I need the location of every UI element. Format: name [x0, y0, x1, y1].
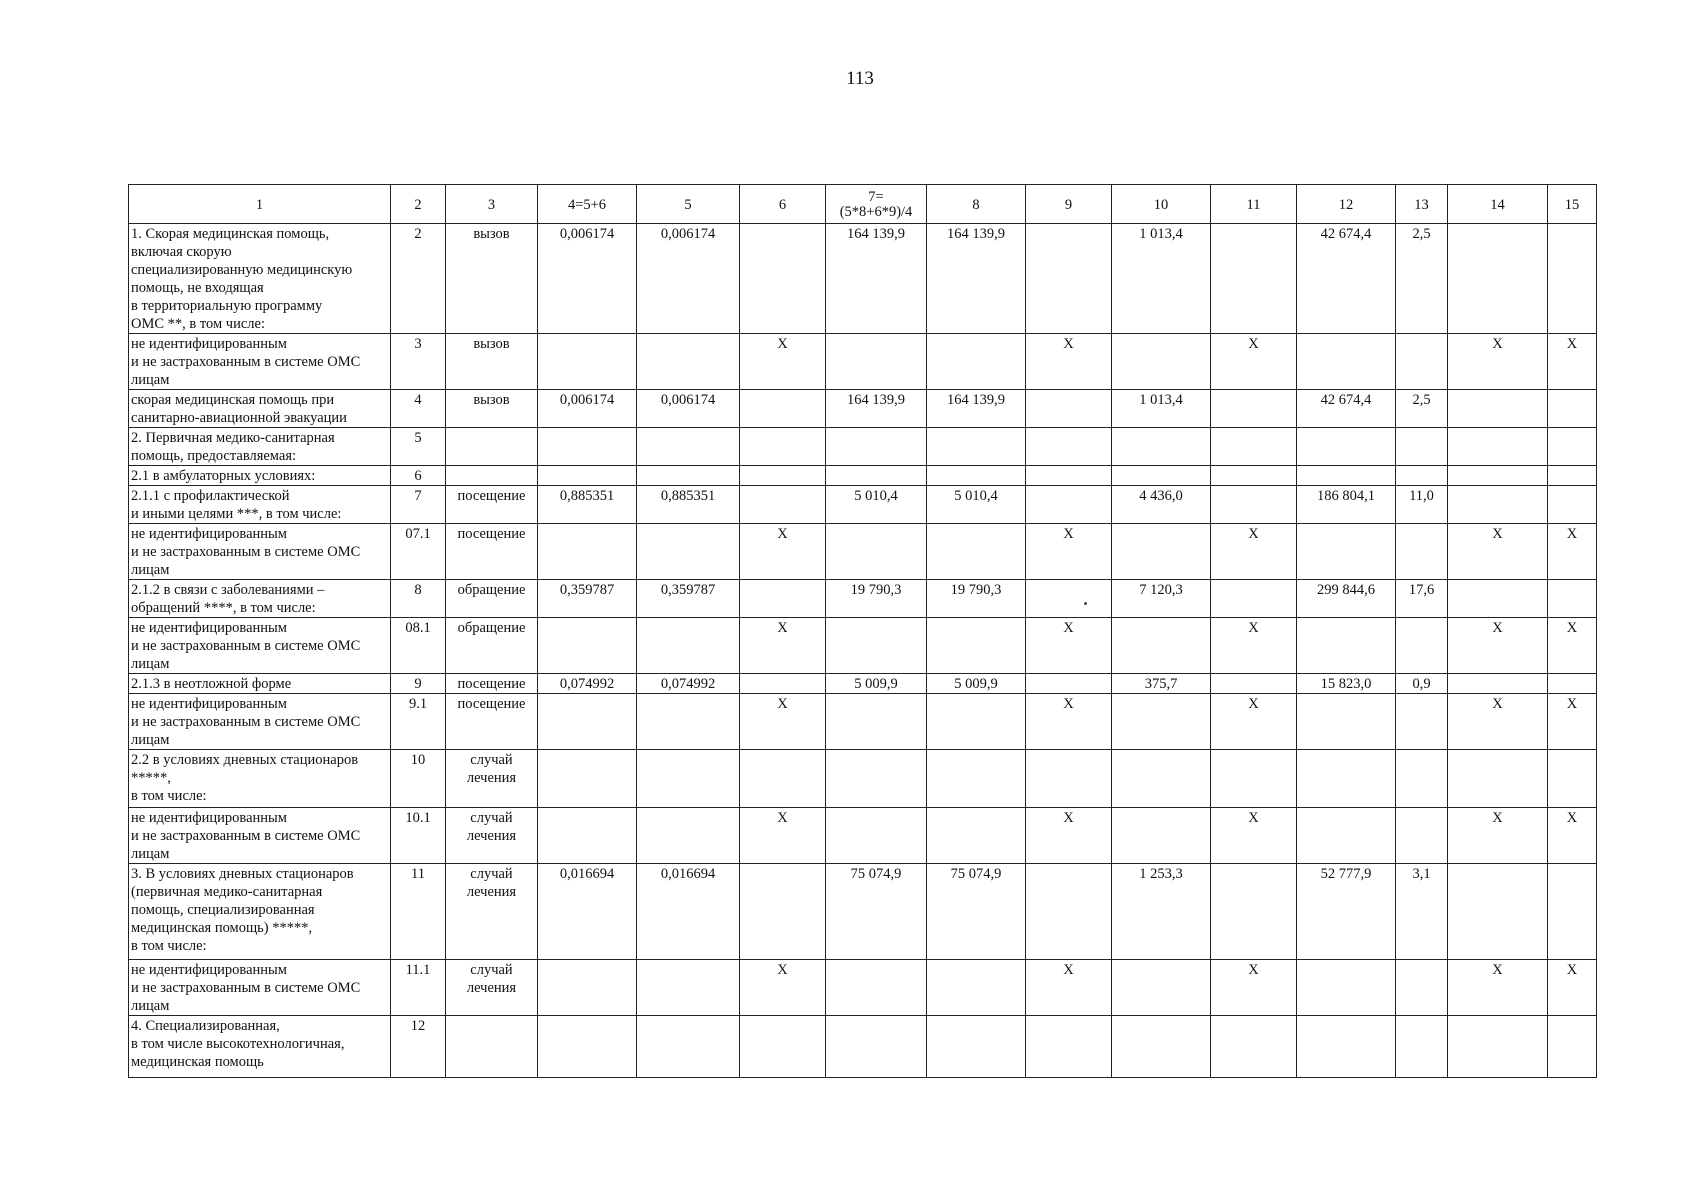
table-cell: Х [1548, 334, 1597, 390]
table-cell [826, 524, 927, 580]
table-cell [538, 750, 637, 808]
table-cell: 0,006174 [538, 390, 637, 428]
table-cell [1448, 864, 1548, 960]
table-cell [740, 486, 826, 524]
table-cell [1548, 428, 1597, 466]
table-cell: Х [1548, 808, 1597, 864]
table-cell: 2,5 [1396, 390, 1448, 428]
table-cell [637, 428, 740, 466]
table-cell [637, 1016, 740, 1078]
table-cell: 164 139,9 [826, 390, 927, 428]
table-cell [1026, 486, 1112, 524]
table-cell: 19 790,3 [826, 580, 927, 618]
row-code: 9.1 [391, 694, 446, 750]
table-cell: 7 120,3 [1112, 580, 1211, 618]
row-description: 4. Специализированная, в том числе высокотехнологичная, медицинская помощь [129, 1016, 391, 1078]
row-code: 10.1 [391, 808, 446, 864]
data-table [128, 184, 1597, 1078]
table-cell [1026, 864, 1112, 960]
table-cell: 75 074,9 [826, 864, 927, 960]
table-cell [1297, 750, 1396, 808]
table-cell [538, 808, 637, 864]
table-row [129, 580, 1597, 618]
table-cell [1448, 674, 1548, 694]
table-row [129, 1016, 1597, 1078]
column-header-12: 12 [1297, 185, 1396, 224]
table-cell: 19 790,3 [927, 580, 1026, 618]
table-cell: 0,359787 [538, 580, 637, 618]
table-header-row [129, 185, 1597, 224]
table-cell [1211, 580, 1297, 618]
column-header-8: 8 [927, 185, 1026, 224]
row-unit: обращение [446, 580, 538, 618]
table-cell: Х [740, 334, 826, 390]
table-cell [927, 334, 1026, 390]
table-cell [740, 224, 826, 334]
row-unit: случай лечения [446, 750, 538, 808]
table-cell [740, 674, 826, 694]
table-cell [1026, 466, 1112, 486]
table-cell: Х [1448, 808, 1548, 864]
table-cell: Х [1211, 694, 1297, 750]
table-cell: 1 013,4 [1112, 390, 1211, 428]
row-description: не идентифицированным и не застрахованным в системе ОМС лицам [129, 808, 391, 864]
table-cell: 52 777,9 [1297, 864, 1396, 960]
table-cell [1112, 334, 1211, 390]
table-cell [826, 694, 927, 750]
table-cell [637, 808, 740, 864]
table-cell [1297, 960, 1396, 1016]
row-code: 5 [391, 428, 446, 466]
table-cell [1026, 674, 1112, 694]
table-cell [637, 466, 740, 486]
table-cell: 0,359787 [637, 580, 740, 618]
row-code: 12 [391, 1016, 446, 1078]
table-cell [927, 428, 1026, 466]
table-cell [1448, 466, 1548, 486]
table-cell [538, 524, 637, 580]
table-cell: 164 139,9 [927, 224, 1026, 334]
row-description: не идентифицированным и не застрахованным в системе ОМС лицам [129, 524, 391, 580]
table-cell: 5 009,9 [927, 674, 1026, 694]
table-cell [1396, 808, 1448, 864]
row-unit: случай лечения [446, 808, 538, 864]
table-cell [1448, 224, 1548, 334]
table-cell: Х [740, 808, 826, 864]
table-cell: 375,7 [1112, 674, 1211, 694]
table-row [129, 618, 1597, 674]
table-cell [1112, 808, 1211, 864]
table-cell: Х [1026, 808, 1112, 864]
row-code: 11 [391, 864, 446, 960]
table-cell: 42 674,4 [1297, 224, 1396, 334]
row-unit: обращение [446, 618, 538, 674]
table-cell: Х [1211, 618, 1297, 674]
table-cell [1297, 808, 1396, 864]
table-cell [538, 428, 637, 466]
table-cell [1211, 674, 1297, 694]
table-row [129, 224, 1597, 334]
table-cell [927, 750, 1026, 808]
table-cell [637, 694, 740, 750]
table-cell [1297, 334, 1396, 390]
table-row [129, 750, 1597, 808]
table-cell: 75 074,9 [927, 864, 1026, 960]
table-cell [1396, 524, 1448, 580]
table-cell: 5 009,9 [826, 674, 927, 694]
table-cell [740, 466, 826, 486]
table-cell [1448, 486, 1548, 524]
table-cell: 0,006174 [637, 224, 740, 334]
table-cell: Х [1026, 618, 1112, 674]
table-cell [538, 694, 637, 750]
row-unit: посещение [446, 694, 538, 750]
row-unit: случай лечения [446, 960, 538, 1016]
column-header-15: 15 [1548, 185, 1597, 224]
table-cell: 299 844,6 [1297, 580, 1396, 618]
table-cell: Х [1026, 960, 1112, 1016]
table-cell: Х [1026, 334, 1112, 390]
table-cell [538, 334, 637, 390]
row-code: 08.1 [391, 618, 446, 674]
table-cell: Х [740, 960, 826, 1016]
table-cell [826, 808, 927, 864]
table-cell [1112, 618, 1211, 674]
table-cell [1297, 466, 1396, 486]
column-header-7: 7= (5*8+6*9)/4 [826, 185, 927, 224]
table-row [129, 524, 1597, 580]
table-cell: Х [1211, 808, 1297, 864]
table-cell [1112, 466, 1211, 486]
row-unit [446, 1016, 538, 1078]
table-cell: 42 674,4 [1297, 390, 1396, 428]
table-cell: 15 823,0 [1297, 674, 1396, 694]
row-unit: посещение [446, 486, 538, 524]
table-cell [1211, 864, 1297, 960]
row-code: 07.1 [391, 524, 446, 580]
table-cell [1297, 1016, 1396, 1078]
table-cell: Х [1448, 334, 1548, 390]
table-cell [927, 524, 1026, 580]
table-row [129, 390, 1597, 428]
row-description: 2.1 в амбулаторных условиях: [129, 466, 391, 486]
table-cell [637, 334, 740, 390]
table-cell [1026, 750, 1112, 808]
table-cell [1112, 750, 1211, 808]
table-cell [1396, 960, 1448, 1016]
row-unit: случай лечения [446, 864, 538, 960]
table-cell [1448, 580, 1548, 618]
table-cell: Х [1448, 960, 1548, 1016]
row-description: не идентифицированным и не застрахованным в системе ОМС лицам [129, 694, 391, 750]
table-cell: 0,074992 [538, 674, 637, 694]
row-description: скорая медицинская помощь при санитарно-авиационной эвакуации [129, 390, 391, 428]
table-cell [1297, 694, 1396, 750]
table-cell: 0,9 [1396, 674, 1448, 694]
table-cell: 0,016694 [538, 864, 637, 960]
table-cell [826, 960, 927, 1016]
table-cell: Х [740, 694, 826, 750]
table-cell [1211, 486, 1297, 524]
table-row [129, 466, 1597, 486]
table-cell: Х [1211, 334, 1297, 390]
table-cell [637, 618, 740, 674]
table-cell [538, 960, 637, 1016]
table-cell: 5 010,4 [927, 486, 1026, 524]
table-cell [1548, 486, 1597, 524]
table-cell [927, 808, 1026, 864]
table-cell [1548, 390, 1597, 428]
table-cell [1396, 428, 1448, 466]
row-code: 3 [391, 334, 446, 390]
column-header-3: 3 [446, 185, 538, 224]
table-cell [826, 428, 927, 466]
table-cell: 1 013,4 [1112, 224, 1211, 334]
table-cell [1211, 428, 1297, 466]
table-cell [1112, 694, 1211, 750]
table-cell [1211, 224, 1297, 334]
row-unit: посещение [446, 524, 538, 580]
row-code: 6 [391, 466, 446, 486]
table-cell [1548, 466, 1597, 486]
column-header-1: 1 [129, 185, 391, 224]
table-row [129, 674, 1597, 694]
column-header-9: 9 [1026, 185, 1112, 224]
table-cell: 3,1 [1396, 864, 1448, 960]
table-cell: Х [1026, 694, 1112, 750]
table-cell [1548, 224, 1597, 334]
table-cell [740, 580, 826, 618]
table-cell: Х [1448, 694, 1548, 750]
table-cell [1211, 466, 1297, 486]
table-row [129, 694, 1597, 750]
row-code: 10 [391, 750, 446, 808]
row-description: 2.1.1 с профилактической и иными целями ***, в том числе: [129, 486, 391, 524]
table-cell: 186 804,1 [1297, 486, 1396, 524]
table-cell: Х [1026, 524, 1112, 580]
table-cell: Х [1548, 694, 1597, 750]
table-cell [1548, 1016, 1597, 1078]
page-number: 113 [846, 68, 874, 89]
row-unit: вызов [446, 390, 538, 428]
row-description: не идентифицированным и не застрахованным в системе ОМС лицам [129, 618, 391, 674]
table-cell: 1 253,3 [1112, 864, 1211, 960]
table-cell [1026, 580, 1112, 618]
table-cell [1112, 960, 1211, 1016]
table-cell [826, 466, 927, 486]
table-cell: 164 139,9 [826, 224, 927, 334]
row-description: 2.2 в условиях дневных стационаров *****, в том числе: [129, 750, 391, 808]
table-cell: Х [1448, 524, 1548, 580]
table-cell [826, 334, 927, 390]
table-cell [1211, 1016, 1297, 1078]
table-cell [1548, 580, 1597, 618]
row-code: 2 [391, 224, 446, 334]
table-cell: 0,074992 [637, 674, 740, 694]
table-cell [1548, 674, 1597, 694]
row-unit: вызов [446, 224, 538, 334]
column-header-6: 6 [740, 185, 826, 224]
table-cell: 0,016694 [637, 864, 740, 960]
table-cell [826, 618, 927, 674]
table-cell [1297, 428, 1396, 466]
table-cell: 0,885351 [637, 486, 740, 524]
table-cell [538, 618, 637, 674]
row-description: не идентифицированным и не застрахованным в системе ОМС лицам [129, 960, 391, 1016]
table-cell [1026, 390, 1112, 428]
table-cell: Х [1448, 618, 1548, 674]
table-cell [1396, 694, 1448, 750]
table-cell [1396, 750, 1448, 808]
table-cell [637, 524, 740, 580]
table-cell [826, 1016, 927, 1078]
table-cell [1448, 390, 1548, 428]
row-code: 4 [391, 390, 446, 428]
table-cell: 0,006174 [538, 224, 637, 334]
table-cell [740, 1016, 826, 1078]
column-header-2: 2 [391, 185, 446, 224]
table-cell [1448, 750, 1548, 808]
table-cell [1211, 390, 1297, 428]
table-cell [1448, 1016, 1548, 1078]
table-cell: Х [1548, 960, 1597, 1016]
table-cell: 0,885351 [538, 486, 637, 524]
row-description: 2.1.2 в связи с заболеваниями – обращений ****, в том числе: [129, 580, 391, 618]
table-cell: 17,6 [1396, 580, 1448, 618]
row-unit [446, 428, 538, 466]
table-cell [927, 694, 1026, 750]
row-description: 3. В условиях дневных стационаров (первичная медико-санитарная помощь, специализированная медицинская помощь) *****, в том числе: [129, 864, 391, 960]
table-cell [1297, 618, 1396, 674]
table-cell: Х [1211, 960, 1297, 1016]
table-cell: 2,5 [1396, 224, 1448, 334]
table-row [129, 864, 1597, 960]
table-cell: 4 436,0 [1112, 486, 1211, 524]
row-unit: посещение [446, 674, 538, 694]
table-cell [637, 960, 740, 1016]
table-cell [927, 466, 1026, 486]
table-cell [1112, 1016, 1211, 1078]
table-cell [740, 864, 826, 960]
table-row [129, 960, 1597, 1016]
row-code: 8 [391, 580, 446, 618]
table-row [129, 334, 1597, 390]
table-cell [538, 466, 637, 486]
row-unit [446, 466, 538, 486]
column-header-10: 10 [1112, 185, 1211, 224]
table-cell: Х [740, 524, 826, 580]
row-unit: вызов [446, 334, 538, 390]
table-cell: 164 139,9 [927, 390, 1026, 428]
table-cell [1448, 428, 1548, 466]
table-cell [1396, 334, 1448, 390]
row-description: не идентифицированным и не застрахованным в системе ОМС лицам [129, 334, 391, 390]
table-cell [637, 750, 740, 808]
table-cell [1396, 466, 1448, 486]
table-cell [740, 390, 826, 428]
table-cell [927, 618, 1026, 674]
column-header-4: 4=5+6 [538, 185, 637, 224]
table-cell [826, 750, 927, 808]
table-cell: Х [1548, 524, 1597, 580]
table-cell [1396, 618, 1448, 674]
table-row [129, 486, 1597, 524]
table-cell [1026, 428, 1112, 466]
row-code: 9 [391, 674, 446, 694]
column-header-11: 11 [1211, 185, 1297, 224]
table-cell [1026, 224, 1112, 334]
column-header-5: 5 [637, 185, 740, 224]
table-cell: Х [740, 618, 826, 674]
table-cell [1112, 524, 1211, 580]
table-cell [740, 428, 826, 466]
row-code: 7 [391, 486, 446, 524]
table-cell [1297, 524, 1396, 580]
table-cell [740, 750, 826, 808]
scan-speck [1084, 602, 1087, 605]
table-cell [538, 1016, 637, 1078]
row-code: 11.1 [391, 960, 446, 1016]
row-description: 2. Первичная медико-санитарная помощь, предоставляемая: [129, 428, 391, 466]
table-cell [927, 1016, 1026, 1078]
table-cell: 0,006174 [637, 390, 740, 428]
table-row [129, 808, 1597, 864]
row-description: 2.1.3 в неотложной форме [129, 674, 391, 694]
table-cell [1112, 428, 1211, 466]
table-cell: 11,0 [1396, 486, 1448, 524]
table-cell [1211, 750, 1297, 808]
column-header-13: 13 [1396, 185, 1448, 224]
table-row [129, 428, 1597, 466]
table-body [129, 224, 1597, 1078]
table-cell [1396, 1016, 1448, 1078]
table-cell [927, 960, 1026, 1016]
row-description: 1. Скорая медицинская помощь, включая скорую специализированную медицинскую помощь, не входящая в территориальную программу ОМС **, в том числе: [129, 224, 391, 334]
table-cell [1548, 864, 1597, 960]
table-cell: Х [1548, 618, 1597, 674]
column-header-14: 14 [1448, 185, 1548, 224]
table-cell [1026, 1016, 1112, 1078]
table-cell: 5 010,4 [826, 486, 927, 524]
table-cell: Х [1211, 524, 1297, 580]
table-cell [1548, 750, 1597, 808]
